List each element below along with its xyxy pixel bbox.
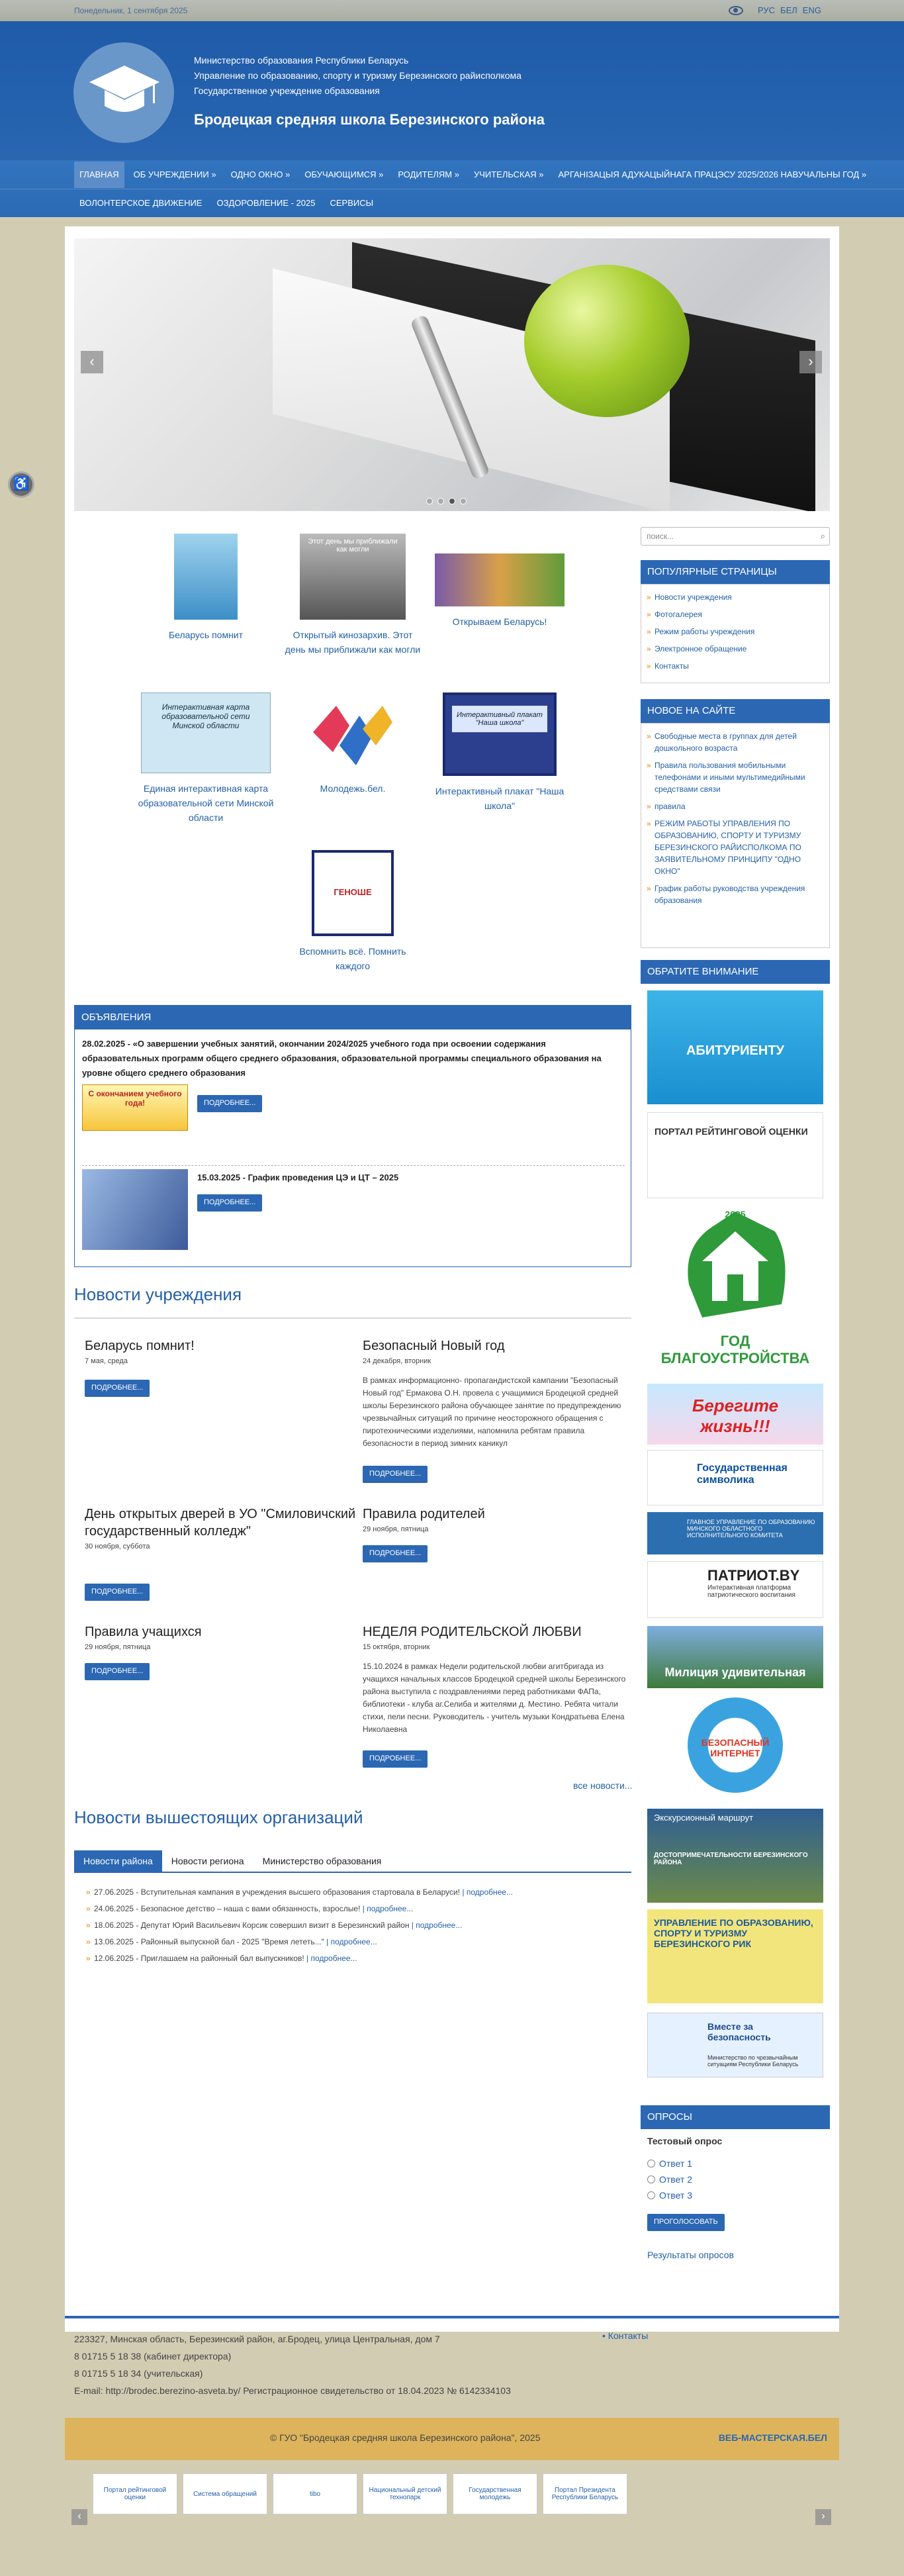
news-item [363, 1623, 634, 1736]
banner-safe-internet-text: БЕЗОПАСНЫЙ ИНТЕРНЕТ [688, 1697, 783, 1793]
search-placeholder: поиск... [647, 532, 674, 541]
more-button[interactable]: ПОДРОБНЕЕ... [363, 1466, 428, 1483]
announcement-title[interactable]: 28.02.2025 - «О завершении учебных занятий, окончании 2024/2025 учебного года при освоении содержания образовательных программ общего среднего образования, образовательной программы специального образования на уровне общего среднего образования [82, 1039, 602, 1078]
tab-region[interactable]: Новости региона [171, 1856, 244, 1866]
news-title[interactable]: День открытых дверей в УО "Смиловичский государственный колледж" [85, 1507, 356, 1539]
radio-icon[interactable] [647, 2160, 655, 2168]
slider-dot[interactable] [437, 498, 444, 504]
org-news-text: 12.06.2025 - Приглашаем на районный бал выпускников! [94, 1954, 304, 1963]
tile-image[interactable]: ГЕНОШЕ [312, 850, 394, 936]
org-news-tabs [74, 1850, 631, 1873]
slider-dot[interactable] [460, 498, 467, 504]
slider-dot[interactable] [426, 498, 433, 504]
language-switch [729, 5, 821, 15]
poll-option-label[interactable]: Ответ 3 [659, 2190, 692, 2201]
footer-contacts-link[interactable]: Контакты [608, 2330, 649, 2341]
org-news-text: 13.06.2025 - Районный выпускной бал - 2025 "Время лететь..." [94, 1937, 324, 1946]
banner-applicant[interactable]: АБИТУРИЕНТУ [647, 990, 823, 1104]
search-icon[interactable]: ⌕ [820, 531, 825, 541]
banner-militia[interactable]: Милиция удивительная [647, 1626, 823, 1688]
banner-rating-portal[interactable]: ПОРТАЛ РЕЙТИНГОВОЙ ОЦЕНКИ [647, 1112, 823, 1198]
copyright: © ГУО "Бродецкая средняя школа Березинского района", 2025 [270, 2432, 541, 2443]
org-news-text: 24.06.2025 - Безопасное детство – наша с вами обязанность, взрослые! [94, 1904, 361, 1913]
sidebar-link[interactable]: » правила [647, 800, 824, 812]
news-date: 29 ноября, пятница [85, 1643, 151, 1651]
banner-save-life[interactable]: Берегите жизнь!!! [647, 1384, 823, 1445]
nav-students[interactable]: ОБУЧАЮЩИМСЯ » [304, 169, 384, 179]
news-item [85, 1623, 356, 1651]
news-title[interactable]: Правила учащихся [85, 1625, 202, 1639]
vote-button[interactable]: ПРОГОЛОСОВАТЬ [647, 2214, 725, 2231]
tile-image[interactable] [435, 553, 565, 606]
poll-option-label[interactable]: Ответ 1 [659, 2158, 692, 2169]
tile-image-text: Интерактивный плакат "Наша школа" [452, 706, 547, 732]
footer-line: 8 01715 5 18 34 (учительская) [74, 2368, 203, 2379]
tile-belarus-remembers[interactable] [136, 534, 275, 642]
banner-main-education-department[interactable]: ГЛАВНОЕ УПРАВЛЕНИЕ ПО ОБРАЗОВАНИЮ МИНСКОГО ОБЛАСТНОГО ИСПОЛНИТЕЛЬНОГО КОМИТЕТА [647, 1512, 823, 1554]
more-button[interactable]: ПОДРОБНЕЕ... [197, 1095, 262, 1112]
banner-safety-title: Вместе за безопасность [707, 2021, 771, 2042]
poll-title: ОПРОСЫ [641, 2105, 830, 2129]
org-news-text: 18.06.2025 - Депутат Юрий Васильевич Корсик совершил визит в Березинский район [94, 1921, 410, 1930]
tile-image[interactable]: Этот день мы приближали как могли [300, 534, 406, 620]
news-section-title[interactable]: Новости учреждения [74, 1284, 242, 1304]
more-link[interactable]: | подробнее... [460, 1887, 513, 1897]
tile-caption[interactable]: Открытый кинозархив. Этот день мы приближали как могли [285, 630, 421, 655]
news-item [85, 1337, 356, 1365]
tile-image[interactable] [443, 692, 557, 776]
tile-caption[interactable]: Единая интерактивная карта образовательной сети Минской области [138, 783, 274, 823]
tile-caption[interactable]: Молодежь.бел. [320, 783, 386, 794]
accessibility-icon[interactable]: ♿ [8, 471, 34, 498]
tile-film-archive[interactable] [283, 534, 422, 657]
poll-option[interactable] [647, 2174, 692, 2185]
announcement-image[interactable]: С окончанием учебного года! [82, 1084, 188, 1131]
school-name[interactable]: Бродецкая средняя школа Березинского района [194, 111, 545, 128]
ministry-line: Министерство образования Республики Беларусь [194, 55, 409, 66]
org-news-list [86, 1884, 513, 1967]
copyright-bar [65, 2418, 839, 2460]
partner-logo[interactable]: tibo [273, 2473, 357, 2514]
news-date: 24 декабря, вторник [363, 1357, 431, 1365]
poll-results-link[interactable]: Результаты опросов [647, 2250, 734, 2260]
news-item [363, 1505, 634, 1533]
tile-caption[interactable]: Беларусь помнит [168, 630, 244, 640]
footer-info [74, 2330, 511, 2399]
eye-icon[interactable] [729, 6, 743, 15]
banner-year-improvement[interactable] [647, 1205, 823, 1373]
news-title[interactable]: Беларусь помнит! [85, 1339, 195, 1353]
ministry-text [194, 53, 521, 99]
lang-rus[interactable]: РУС [758, 5, 776, 15]
footer-line: 8 01715 5 18 38 (кабинет директора) [74, 2351, 232, 2361]
attention-title: ОБРАТИТЕ ВНИМАНИЕ [641, 960, 830, 984]
tile-youth[interactable] [283, 692, 422, 796]
banner-excursion-route[interactable] [647, 1809, 823, 1903]
banner-patriot[interactable] [647, 1561, 823, 1618]
nav-parents[interactable]: РОДИТЕЛЯМ » [398, 169, 459, 179]
poll-option-label[interactable]: Ответ 2 [659, 2174, 692, 2185]
tile-image[interactable] [174, 534, 238, 620]
divider [74, 1317, 631, 1319]
more-link[interactable]: | подробнее... [409, 1921, 463, 1930]
banner-state-symbols[interactable]: Государственная символика [647, 1450, 823, 1505]
nav-services[interactable]: СЕРВИСЫ [330, 198, 374, 208]
footer-line: 223327, Минская область, Березинский район, аг.Бродец, улица Центральная, дом 7 [74, 2334, 440, 2344]
nav-one-window[interactable]: ОДНО ОКНО » [230, 169, 291, 179]
sidebar-link[interactable]: » Свободные места в группах для детей дошкольного возраста [647, 730, 824, 754]
more-link[interactable]: | подробнее... [304, 1954, 357, 1963]
news-date: 7 мая, среда [85, 1357, 128, 1365]
news-text: В рамках информационно- пропагандистской кампании "Безопасный Новый год" Ермакова О.Н. провела с учащимися Бродецкой средней школы Березинского района обучающее занятие по предупреждению чрезвычайных ситуаций по причине неосторожного обращения с пиротехническими изделиями, напомнила ребятам правила безопасности в период зимних каникул [363, 1376, 621, 1448]
footer-contacts[interactable]: • Контакты [602, 2330, 649, 2341]
partner-logos [93, 2473, 627, 2514]
slider-prev-icon[interactable]: ‹ [81, 351, 103, 373]
radio-icon[interactable] [647, 2191, 655, 2199]
nav-teachers[interactable]: УЧИТЕЛЬСКАЯ » [473, 169, 544, 179]
more-button[interactable]: ПОДРОБНЕЕ... [85, 1380, 150, 1397]
footer-divider [65, 2316, 839, 2318]
new-box [641, 723, 830, 948]
sidebar-link[interactable]: » График работы руководства учреждения образования [647, 883, 824, 906]
banner-patriot-title: ПАТРИОТ.BY [707, 1567, 800, 1584]
nav-education-process[interactable]: АРГАНІЗАЦЫЯ АДУКАЦЫЙНАГА ПРАЦЭСУ 2025/2026 НАВУЧАЛЬНЫ ГОД » [558, 169, 867, 179]
main-nav [0, 160, 904, 217]
news-item [363, 1337, 634, 1450]
sidebar-link[interactable]: » Новости учреждения [647, 591, 824, 603]
current-date: Понедельник, 1 сентября 2025 [74, 6, 188, 15]
nav-volunteer[interactable]: ВОЛОНТЕРСКОЕ ДВИЖЕНИЕ [79, 198, 203, 208]
lang-bel[interactable]: БЕЛ [780, 5, 797, 15]
partner-logo[interactable]: Государственная молодежь [453, 2473, 537, 2514]
graduation-cap-icon[interactable] [73, 42, 174, 143]
tile-interactive-map[interactable] [136, 692, 275, 825]
more-button[interactable]: ПОДРОБНЕЕ... [363, 1545, 428, 1562]
list-item [86, 1934, 513, 1950]
more-button[interactable]: ПОДРОБНЕЕ... [197, 1194, 262, 1212]
slider-dot[interactable] [449, 498, 455, 504]
lang-eng[interactable]: ENG [802, 5, 821, 15]
image-slider [74, 238, 830, 511]
banner-year: 2025 [725, 1209, 746, 1219]
tab-ministry[interactable]: Министерство образования [262, 1856, 382, 1866]
new-title: НОВОЕ НА САЙТЕ [641, 699, 830, 723]
search-input[interactable] [641, 527, 830, 546]
list-item [86, 1950, 513, 1967]
banner-patriot-subtitle: Интерактивная платформа патриотического воспитания [707, 1584, 795, 1599]
radio-icon[interactable] [647, 2175, 655, 2183]
sidebar-link[interactable]: » Режим работы учреждения [647, 626, 824, 638]
banner-excursion-subtitle: ДОСТОПРИМЕЧАТЕЛЬНОСТИ БЕРЕЗИНСКОГО РАЙОНА [654, 1852, 808, 1866]
announcements-title: ОБЪЯВЛЕНИЯ [75, 1006, 631, 1029]
more-link[interactable]: | подробнее... [324, 1937, 377, 1946]
tab-district[interactable]: Новости района [74, 1850, 162, 1872]
banner-safety-subtitle: Министерство по чрезвычайным ситуациям Республики Беларусь [707, 2054, 799, 2068]
partner-logo[interactable]: Система обращений [183, 2473, 267, 2514]
popular-box [641, 584, 830, 683]
sidebar-link[interactable]: » РЕЖИМ РАБОТЫ УПРАВЛЕНИЯ ПО ОБРАЗОВАНИЮ, СПОРТУ И ТУРИЗМУ БЕРЕЗИНСКОГО РАЙИСПОЛКОМА ПО ЗАЯВИТЕЛЬНОМУ ПРИНЦИПУ "ОДНО ОКНО" [647, 818, 824, 877]
news-text: 15.10.2024 в рамках Недели родительской любви агитбригада из учащихся начальных классов Бродецкой средней школы Березинского района выступила с поздравлениями перед работниками ФАПа, библиотеки - клуба аг.Селиба и жителями д. Местино. Ребята читали стихи, пели песни. Руководитель - учитель музыки Кондратьева Елена Николаевна [363, 1662, 626, 1734]
org-news-title[interactable]: Новости вышестоящих организаций [74, 1807, 363, 1827]
all-news-link[interactable]: все новости... [573, 1780, 633, 1791]
news-date: 15 октября, вторник [363, 1643, 430, 1651]
web-studio-link[interactable]: ВЕБ-МАСТЕРСКАЯ.БЕЛ [718, 2432, 827, 2443]
banner-safety-together[interactable] [647, 2013, 823, 2077]
site-header [0, 21, 904, 160]
more-button[interactable]: ПОДРОБНЕЕ... [85, 1584, 150, 1601]
sidebar-link[interactable]: » Электронное обращение [647, 643, 824, 655]
partner-logo[interactable]: Портал Президента Республики Беларусь [543, 2473, 627, 2514]
tile-caption[interactable]: Вспомнить всё. Помнить каждого [299, 946, 406, 971]
list-item [86, 1901, 513, 1917]
poll-option[interactable] [647, 2190, 692, 2201]
sidebar-link[interactable]: » Фотогалерея [647, 608, 824, 620]
top-strip [0, 0, 904, 21]
slider-next-icon[interactable]: › [799, 351, 822, 373]
ministry-line: Государственное учреждение образования [194, 85, 380, 96]
partner-logo[interactable]: Портал рейтинговой оценки [93, 2473, 177, 2514]
nav-about[interactable]: ОБ УЧРЕЖДЕНИИ » [133, 169, 216, 179]
more-button[interactable]: ПОДРОБНЕЕ... [363, 1750, 428, 1768]
org-news-text: 27.06.2025 - Вступительная кампания в учреждения высшего образования стартовала в Беларуси! [94, 1887, 461, 1897]
news-title[interactable]: НЕДЕЛЯ РОДИТЕЛЬСКОЙ ЛЮБВИ [363, 1625, 582, 1639]
more-link[interactable]: | подробнее... [360, 1904, 414, 1913]
nav-health[interactable]: ОЗДОРОВЛЕНИЕ - 2025 [216, 198, 316, 208]
partner-logo[interactable]: Национальный детский технопарк [363, 2473, 447, 2514]
tile-image[interactable] [310, 692, 396, 773]
news-item [85, 1505, 356, 1550]
tile-image[interactable]: Интерактивная карта образовательной сети Минской области [141, 692, 271, 773]
poll-question: Тестовый опрос [647, 2136, 723, 2146]
slider-dots [426, 498, 467, 504]
news-date: 30 ноября, суббота [85, 1543, 150, 1550]
nav-home[interactable]: ГЛАВНАЯ [74, 162, 124, 188]
tile-caption[interactable]: Интерактивный плакат "Наша школа" [435, 786, 565, 811]
banner-year-text: ГОД БЛАГОУСТРОЙСТВА [660, 1333, 810, 1366]
news-title[interactable]: Правила родителей [363, 1507, 485, 1521]
poll-option[interactable] [647, 2158, 692, 2169]
sidebar-link[interactable]: » Контакты [647, 660, 824, 672]
announcement-image[interactable] [82, 1169, 188, 1250]
list-item [86, 1917, 513, 1934]
list-item [86, 1884, 513, 1901]
footer-line: E-mail: http://brodec.berezino-asveta.by/ Регистрационное свидетельство от 18.04.2023 № 6142334103 [74, 2385, 511, 2396]
banner-berezino-education[interactable]: УПРАВЛЕНИЕ ПО ОБРАЗОВАНИЮ, СПОРТУ И ТУРИЗМУ БЕРЕЗИНСКОГО РИК [647, 1909, 823, 2003]
banner-safe-internet[interactable] [647, 1697, 823, 1797]
more-button[interactable]: ПОДРОБНЕЕ... [85, 1663, 150, 1680]
announcement-title[interactable]: 15.03.2025 - График проведения ЦЭ и ЦТ – 2025 [197, 1172, 399, 1182]
sidebar-link[interactable]: » Правила пользования мобильными телефонами и иными мультимедийными средствами связи [647, 759, 824, 795]
banner-excursion-title: Экскурсионный маршрут [654, 1813, 754, 1823]
news-date: 29 ноября, пятница [363, 1525, 429, 1533]
logos-next-icon[interactable]: › [815, 2509, 831, 2525]
tile-remember-everyone[interactable] [283, 850, 422, 973]
tile-our-school-poster[interactable] [430, 692, 569, 813]
news-title[interactable]: Безопасный Новый год [363, 1339, 505, 1353]
ministry-line: Управление по образованию, спорту и туризму Березинского райисполкома [194, 70, 521, 81]
tile-caption[interactable]: Открываем Беларусь! [452, 616, 547, 627]
popular-title: ПОПУЛЯРНЫЕ СТРАНИЦЫ [641, 560, 830, 584]
tile-discover-belarus[interactable] [430, 534, 569, 629]
house-icon [676, 1205, 795, 1331]
logos-prev-icon[interactable]: ‹ [71, 2509, 87, 2525]
